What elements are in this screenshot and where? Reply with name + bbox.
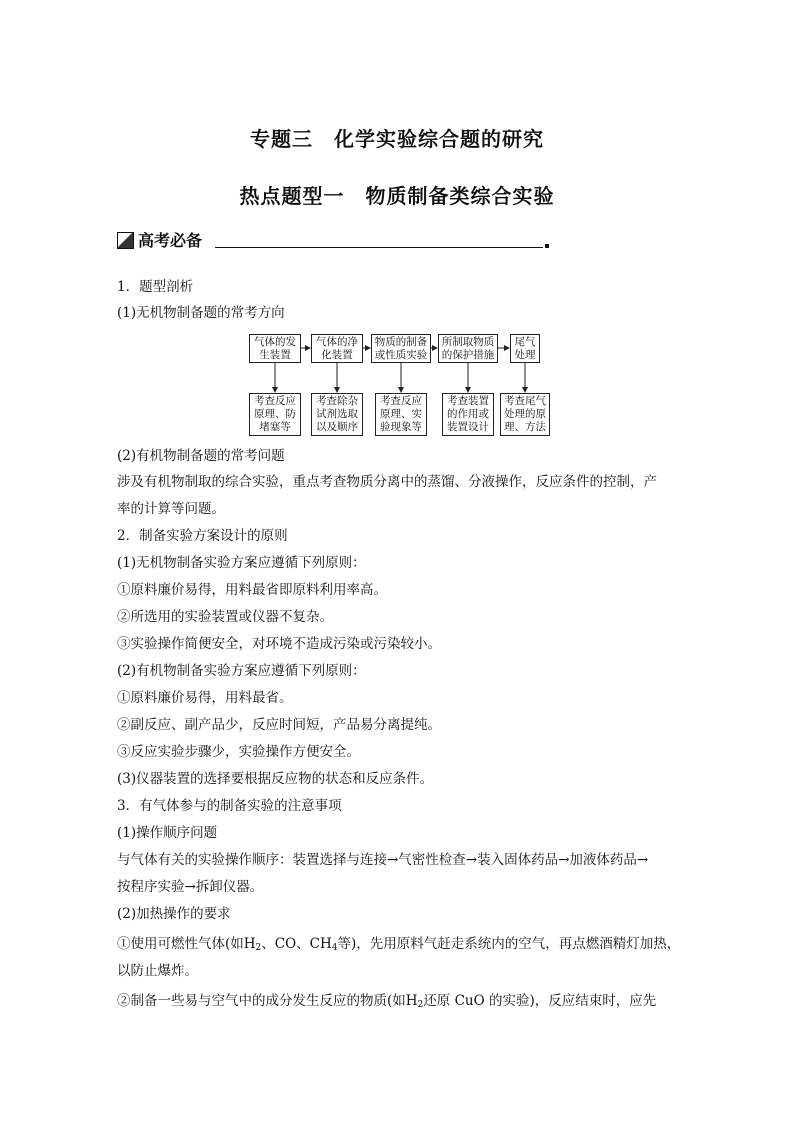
list-item: ①原料廉价易得，用料最省。 — [117, 690, 293, 706]
list-item: ②所选用的实验装置或仪器不复杂。 — [117, 609, 333, 625]
subheading: (1)无机物制备实验方案应遵循下列原则： — [117, 555, 366, 571]
flow-node-bottom: 考查除杂试剂选取以及顺序 — [311, 393, 363, 436]
list-item: ①原料廉价易得，用料最省即原料利用率高。 — [117, 582, 387, 598]
triangle-marker-icon — [117, 232, 134, 249]
flow-node-top: 气体的发生装置 — [249, 334, 301, 363]
flow-node-top: 所制取物质的保护措施 — [438, 334, 498, 363]
heading-3: 3．有气体参与的制备实验的注意事项 — [117, 798, 342, 814]
flow-node-bottom: 考查尾气处理的原理、方法 — [500, 393, 550, 436]
flow-node-bottom: 考查反应原理、防堵塞等 — [249, 393, 301, 436]
list-item: ①使用可燃性气体(如$H_2$、CO、$CH_4$等)，先用原料气赶走系统内的空气，再点燃酒精灯加热， — [117, 936, 681, 953]
subheading: (1)操作顺序问题 — [117, 825, 218, 841]
heading-2: 2．制备实验方案设计的原则 — [117, 528, 288, 544]
heading-1: 1．题型剖析 — [117, 279, 194, 295]
flow-arrows — [249, 332, 549, 440]
paragraph-line: 涉及有机物制取的综合实验，重点考查物质分离中的蒸馏、分液操作，反应条件的控制，产 — [117, 474, 657, 490]
subheading: (1)无机物制备题的常考方向 — [117, 305, 285, 321]
rule-end-dot — [545, 244, 549, 248]
flow-node-bottom: 考查反应原理、实验现象等 — [375, 393, 427, 436]
section-label: 高考必备 — [138, 231, 203, 250]
subheading: (2)加热操作的要求 — [117, 906, 231, 922]
paragraph-line: 率的计算等问题。 — [117, 501, 225, 517]
subheading: (2)有机物制备实验方案应遵循下列原则： — [117, 663, 366, 679]
subheading: (3)仪器装置的选择要根据反应物的状态和反应条件。 — [117, 771, 434, 787]
flow-node-top: 气体的净化装置 — [311, 334, 363, 363]
subheading: (2)有机物制备题的常考问题 — [117, 448, 285, 464]
list-item: ③反应实验步骤少，实验操作方便安全。 — [117, 744, 360, 760]
paragraph-line: 按程序实验→拆卸仪器。 — [117, 879, 264, 895]
flow-node-bottom: 考查装置的作用或装置设计 — [442, 393, 494, 436]
paragraph-line: 以防止爆炸。 — [117, 963, 198, 979]
section-title: 热点题型一 物质制备类综合实验 — [239, 184, 555, 208]
list-item: ②制备一些易与空气中的成分发生反应的物质(如$H_2$还原 CuO 的实验)，反应结束时，应先 — [117, 993, 657, 1010]
flow-node-top: 物质的制备或性质实验 — [371, 334, 431, 363]
flow-node-top: 尾气处理 — [510, 334, 540, 363]
list-item: ③实验操作简便安全，对环境不造成污染或污染较小。 — [117, 636, 441, 652]
underline-rule — [215, 247, 543, 248]
section-header — [117, 228, 437, 254]
page-title: 专题三 化学实验综合题的研究 — [250, 127, 544, 151]
paragraph-line: 与气体有关的实验操作顺序：装置选择与连接→气密性检查→装入固体药品→加液体药品→ — [117, 852, 649, 868]
flow-diagram — [249, 332, 549, 440]
list-item: ②副反应、副产品少，反应时间短，产品易分离提纯。 — [117, 717, 441, 733]
